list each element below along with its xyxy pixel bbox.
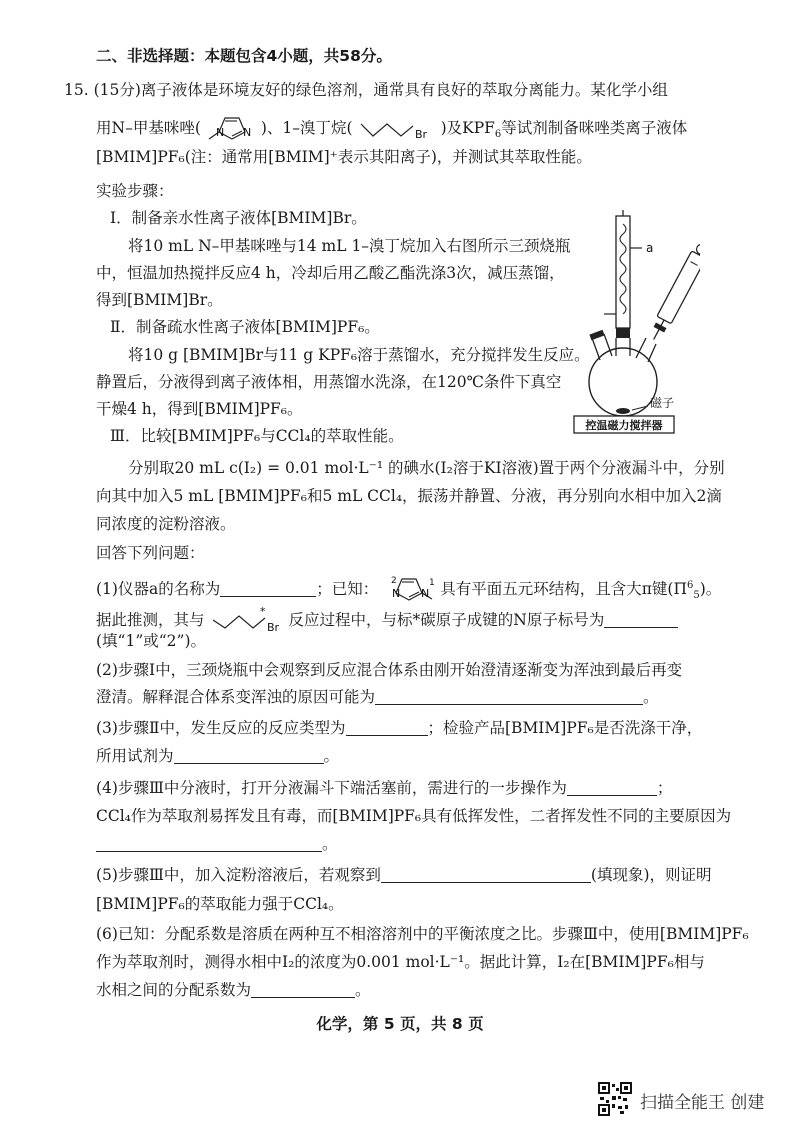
methylimidazole-structure [201, 112, 261, 142]
step1-text-line1: 将10 mL N–甲基咪唑与14 mL 1–溴丁烷加入右图所示三颈烧瓶 [128, 237, 571, 255]
label-magnet: 磁子 [650, 396, 675, 410]
answer-blank-1a[interactable] [220, 580, 316, 597]
question6-line3: 水相之间的分配系数为 。 [96, 981, 371, 999]
answer-blank-3b[interactable] [174, 747, 324, 764]
q15-number: 15. [64, 81, 89, 99]
dropping-funnel [647, 241, 700, 343]
step2-text-line2: 静置后，分液得到离子液体相，用蒸馏水洗涤，在120℃条件下真空 [96, 373, 562, 391]
section-title: 二、非选择题：本题包含4小题，共58分。 [96, 47, 392, 65]
bromobutane-structure [353, 114, 441, 142]
answer-blank-6[interactable] [251, 981, 355, 998]
steps-title: 实验步骤： [96, 182, 174, 200]
step2-text-line1: 将10 g [BMIM]Br与11 g KPF₆溶于蒸馏水，充分搅拌发生反应。 [128, 346, 590, 364]
question2-line2: 澄清。解释混合体系变浑浊的原因可能为 。 [96, 688, 659, 706]
page-footer: 化学，第 5 页，共 8 页 [316, 1015, 484, 1033]
step1-title: Ⅰ．制备亲水性离子液体[BMIM]Br。 [110, 209, 367, 227]
n2-number-label: 2 [391, 576, 397, 586]
question4-line1: (4)步骤Ⅲ中分液时，打开分液漏斗下端活塞前，需进行的一步操作为 ； [96, 779, 673, 797]
answer-title: 回答下列问题： [96, 544, 205, 562]
bromobutane-star-structure [205, 604, 289, 634]
scanner-watermark: 扫描全能王 创建 [640, 1093, 765, 1113]
step3-text-line3: 同浓度的淀粉溶液。 [96, 515, 236, 533]
qr-code-icon [598, 1082, 632, 1116]
step3-text-line1: 分别取20 mL c(I₂) = 0.01 mol·L⁻¹ 的碘水(I₂溶于KI溶液)置于两个分液漏斗中，分别 [128, 459, 725, 477]
q15-intro-line1: 15. (15分)离子液体是环境友好的绿色溶剂，通常具有良好的萃取分离能力。某化学小组 [64, 81, 668, 99]
condenser-joint [616, 328, 630, 338]
question6-line1: (6)已知：分配系数是溶质在两种互不相溶溶剂中的平衡浓度之比。步骤Ⅲ中，使用[BMIM]PF₆ [96, 925, 749, 943]
q15-intro-line3: [BMIM]PF₆(注：通常用[BMIM]⁺表示其阳离子)，并测试其萃取性能。 [96, 148, 592, 166]
stir-bar [616, 408, 630, 414]
label-stirrer: 控温磁力搅拌器 [585, 419, 663, 432]
step2-text-line3: 干燥4 h，得到[BMIM]PF₆。 [96, 400, 303, 418]
imidazole-numbered-structure [378, 571, 440, 603]
question5-line2: [BMIM]PF₆的萃取能力强于CCl₄。 [96, 895, 344, 913]
step1-text-line3: 得到[BMIM]Br。 [96, 291, 223, 309]
question5-line1: (5)步骤Ⅲ中，加入淀粉溶液后，若观察到 (填现象)，则证明 [96, 866, 712, 884]
question4-line3: 。 [96, 833, 338, 855]
answer-blank-4a[interactable] [567, 779, 657, 796]
question2-line1: (2)步骤Ⅰ中，三颈烧瓶中会观察到反应混合体系由刚开始澄清逐渐变为浑浊到最后再变 [96, 661, 683, 679]
three-neck-flask-apparatus [560, 210, 700, 435]
step3-text-line2: 向其中加入5 mL [BMIM]PF₆和5 mL CCl₄，振荡并静置、分液，再分别向水相中加入2滴 [96, 487, 722, 505]
question6-line2: 作为萃取剂时，测得水相中I₂的浓度为0.001 mol·L⁻¹。据此计算，I₂在[BMIM]PF₆相与 [96, 953, 705, 971]
n-atom-label: N [215, 126, 225, 139]
question1-line3: (填“1”或“2”)。 [96, 632, 207, 650]
n1-number-label: 1 [429, 578, 435, 588]
question4-line2: CCl₄作为萃取剂易挥发且有毒，而[BMIM]PF₆具有低挥发性，二者挥发性不同的主要原因为 [96, 807, 732, 825]
n-atom-label: N [421, 587, 430, 600]
condenser-coil [620, 224, 626, 314]
condenser-outer [616, 216, 630, 328]
question3-line2: 所用试剂为 。 [96, 747, 340, 765]
answer-blank-2[interactable] [375, 688, 643, 705]
answer-blank-3a[interactable] [346, 719, 428, 736]
label-a: a [646, 241, 654, 255]
step1-text-line2: 中，恒温加热搅拌反应4 h，冷却后用乙酸乙酯洗涤3次，减压蒸馏， [96, 264, 565, 282]
n-atom-label: N [242, 126, 252, 139]
step3-title: Ⅲ．比较[BMIM]PF₆与CCl₄的萃取性能。 [110, 427, 404, 445]
br-atom-label: Br [266, 621, 279, 634]
question1-line2: 据此推测，其与 * Br 反应过程中，与标*碳原子成键的N原子标号为 [96, 604, 678, 634]
answer-blank-5[interactable] [381, 866, 591, 883]
question3-line1: (3)步骤Ⅱ中，发生反应的反应类型为 ；检验产品[BMIM]PF₆是否洗涤干净， [96, 719, 703, 737]
q15-intro-line2: 用N–甲基咪唑( N N )、1–溴丁烷( Br )及$KPF_6$等试剂制备咪唑类离子液体 [96, 112, 687, 142]
n-atom-label: N [392, 587, 401, 600]
br-atom-label: Br [414, 128, 427, 141]
star-mark: * [259, 605, 266, 618]
answer-blank-4b[interactable] [96, 835, 322, 852]
answer-blank-1b[interactable] [604, 611, 678, 628]
question1-line1: (1)仪器a的名称为 ；已知： 2 N N 1 具有平面五元环结构，且含大π键$(\Pi^6_5)$。 [96, 571, 721, 603]
step2-title: Ⅱ．制备疏水性离子液体[BMIM]PF₆。 [110, 318, 380, 336]
